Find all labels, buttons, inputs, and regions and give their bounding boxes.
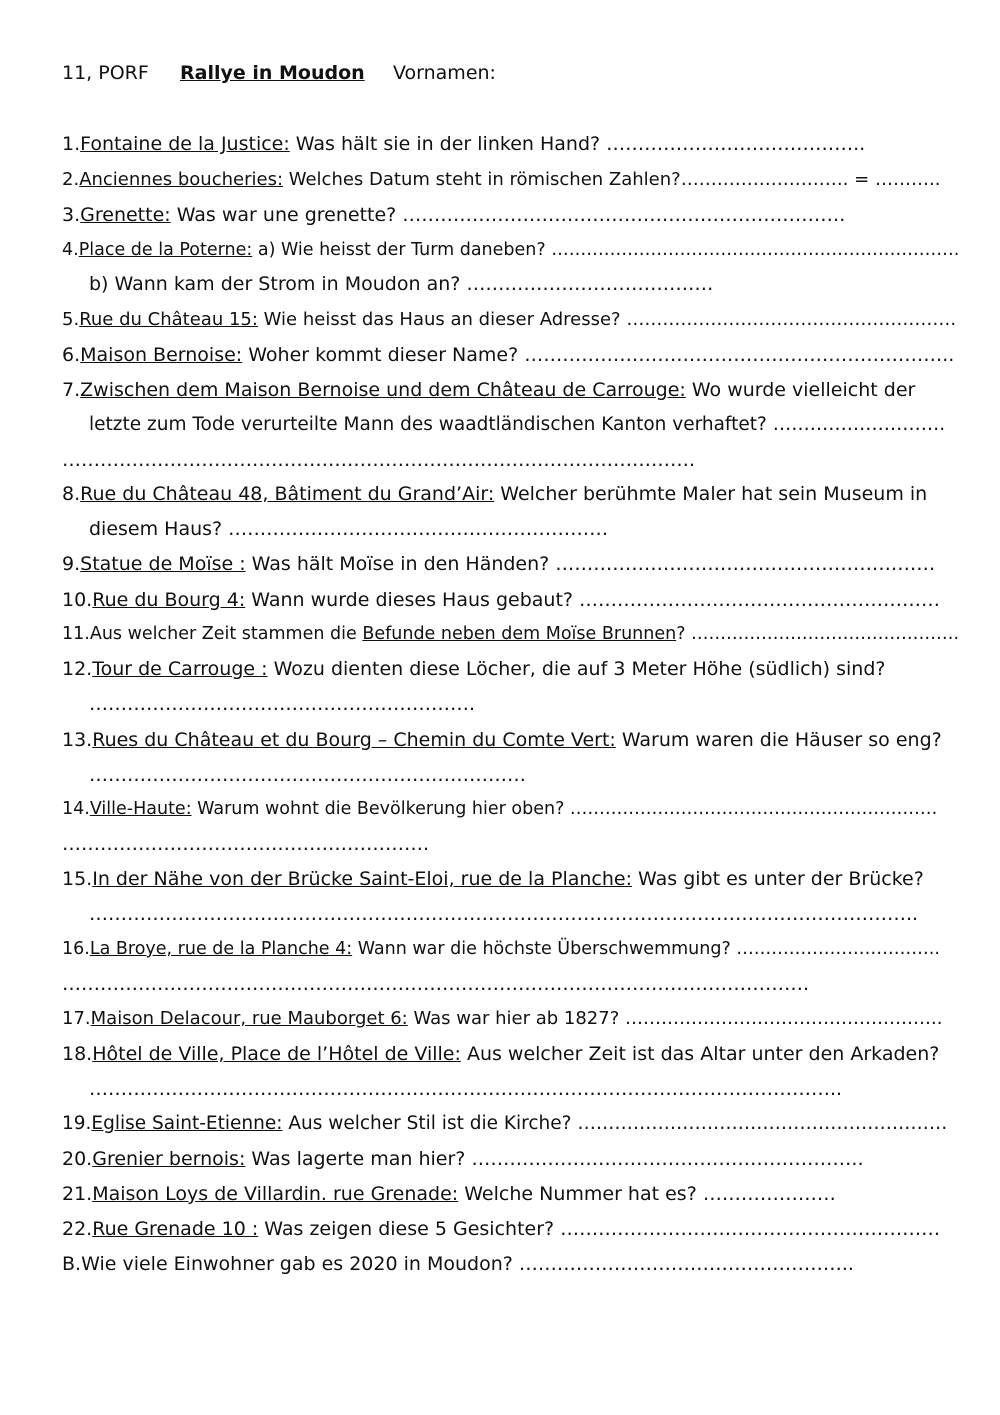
question-number: 3.: [62, 204, 81, 226]
question-text: Aus welcher Stil ist die Kirche? ……………………………………………………: [282, 1113, 948, 1134]
question-number: B.: [62, 1253, 82, 1275]
question-text: Wann war die höchste Überschwemmung? ……………………………..: [352, 939, 940, 959]
question-text: Welches Datum steht in römischen Zahlen?………………………. = ………..: [283, 169, 941, 190]
question-line: [62, 1217, 940, 1241]
class-code: 11, PORF: [62, 62, 149, 84]
place-name: Rue Grenade 10 :: [92, 1218, 259, 1240]
question-line: [62, 378, 915, 402]
question-text: Wann wurde dieses Haus gebaut? …………………………………………………: [245, 589, 941, 611]
question-number: 21.: [62, 1183, 93, 1205]
question-number: 7.: [62, 379, 81, 401]
question-text: ……………………………………………………………………………………………………….: [62, 973, 810, 995]
place-name: Tour de Carrouge :: [92, 658, 268, 680]
question-line: [62, 1007, 942, 1031]
question-text: Was lagerte man hier? ……………………………………………………..: [245, 1148, 864, 1170]
question-line: [62, 1042, 939, 1066]
question-number: 22.: [62, 1218, 93, 1240]
question-number: 14.: [62, 799, 90, 819]
question-text: ? ……………………………………….: [676, 624, 960, 644]
question-text: Warum waren die Häuser so eng?: [615, 729, 942, 751]
question-line: [89, 692, 475, 716]
question-line: [62, 728, 942, 752]
question-line: [62, 168, 940, 192]
question-line: [62, 482, 927, 506]
place-name: Grenier bernois:: [92, 1148, 246, 1170]
question-text: Welcher berühmte Maler hat sein Museum in: [494, 483, 928, 505]
question-number: 11.: [62, 624, 90, 644]
place-name: Statue de Moïse :: [80, 553, 246, 575]
question-number: 2.: [62, 169, 80, 190]
question-line: [62, 552, 935, 576]
place-name: Maison Delacour, rue Mauborget 6:: [90, 1008, 408, 1029]
question-line: [89, 517, 608, 541]
question-line: [62, 832, 429, 856]
place-name: Maison Loys de Villardin. rue Grenade:: [92, 1183, 459, 1205]
question-text: …………………………………………………………………………………………………………………..: [89, 903, 919, 925]
worksheet-title: Rallye in Moudon: [180, 62, 365, 84]
question-line: [62, 308, 956, 332]
question-number: 4.: [62, 240, 79, 260]
place-name: Anciennes boucheries:: [79, 169, 284, 190]
question-text: Was gibt es unter der Brücke?: [632, 868, 924, 890]
question-number: 15.: [62, 868, 93, 890]
place-name: Rue du Bourg 4:: [92, 589, 246, 611]
place-name: Rue du Château 15:: [79, 309, 258, 330]
question-line: [89, 1077, 842, 1101]
place-name: Eglise Saint-Etienne:: [91, 1113, 283, 1134]
place-name: Hôtel de Ville, Place de l’Hôtel de Ville:: [92, 1043, 461, 1065]
place-name: Zwischen dem Maison Bernoise und dem Château de Carrouge:: [80, 379, 686, 401]
question-text: b) Wann kam der Strom in Moudon an? …………………………………: [89, 273, 714, 295]
question-line: [62, 1147, 864, 1171]
question-line: [62, 1182, 836, 1206]
question-line: [89, 763, 526, 787]
question-text: Was zeigen diese 5 Gesichter? ……………………………………………………: [258, 1218, 941, 1240]
question-text: Wie heisst das Haus an dieser Adresse? ……………………………………………….: [257, 309, 957, 330]
question-line: [62, 588, 940, 612]
names-label: Vornamen:: [393, 62, 496, 84]
question-line: [62, 657, 885, 681]
question-number: 8.: [62, 483, 81, 505]
question-line: [62, 238, 959, 262]
question-number: 16.: [62, 939, 90, 959]
question-number: 12.: [62, 658, 93, 680]
question-line: [62, 972, 809, 996]
question-text: Wo wurde vielleicht der: [685, 379, 916, 401]
question-line: [89, 272, 713, 296]
question-line: [62, 797, 937, 821]
question-number: 10.: [62, 589, 93, 611]
question-text: Warum wohnt die Bevölkerung hier oben? ………………………………………………………: [191, 799, 938, 819]
question-text: Woher kommt dieser Name? …………………………………………………………..: [242, 344, 955, 366]
question-text: Was hält Moïse in den Händen? ……………………………………………………: [245, 553, 936, 575]
question-number: 6.: [62, 344, 81, 366]
place-name: In der Nähe von der Brücke Saint-Eloi, rue de la Planche:: [92, 868, 633, 890]
question-line: [62, 1252, 854, 1276]
question-text: ………………………………………………….: [62, 833, 430, 855]
place-name: Maison Bernoise:: [80, 344, 243, 366]
question-number: 5.: [62, 309, 80, 330]
question-line: [89, 413, 945, 437]
question-text: Was hält sie in der linken Hand? …………………………………..: [289, 133, 866, 155]
question-number: 13.: [62, 729, 93, 751]
question-line: [62, 203, 845, 227]
question-text: Aus welcher Zeit stammen die: [89, 624, 363, 644]
place-name: Grenette:: [80, 204, 171, 226]
question-text: letzte zum Tode verurteilte Mann des waadtländischen Kanton verhaftet? ……………………….: [89, 414, 946, 435]
question-text: ……………………………………………………………: [89, 764, 526, 786]
place-name: Rues du Château et du Bourg – Chemin du Comte Vert:: [92, 729, 616, 751]
question-text: diesem Haus? ……………………………………………………: [89, 518, 609, 540]
question-text: Welche Nummer hat es? …………………: [458, 1183, 836, 1205]
place-name: Befunde neben dem Moïse Brunnen: [362, 624, 677, 644]
question-number: 9.: [62, 553, 81, 575]
question-text: ………………………………………………………………………………………………………..: [89, 1078, 843, 1100]
question-line: [62, 622, 959, 646]
place-name: La Broye, rue de la Planche 4:: [89, 939, 353, 959]
question-text: Wozu dienten diese Löcher, die auf 3 Meter Höhe (südlich) sind?: [267, 658, 886, 680]
question-line: [62, 448, 695, 472]
place-name: Ville-Haute:: [89, 799, 192, 819]
question-text: Was war hier ab 1827? ……………………………………………..: [407, 1008, 943, 1029]
question-line: [62, 867, 924, 891]
question-text: Wie viele Einwohner gab es 2020 in Moudon? ……………………………………………..: [81, 1253, 854, 1275]
question-line: [62, 1112, 947, 1136]
question-number: 17.: [62, 1008, 91, 1029]
question-number: 18.: [62, 1043, 93, 1065]
question-text: Aus welcher Zeit ist das Altar unter den Arkaden?: [460, 1043, 940, 1065]
question-line: [62, 937, 940, 961]
question-line: [62, 343, 954, 367]
place-name: Fontaine de la Justice:: [80, 133, 290, 155]
question-text: ……………………………………………………………………………………….: [62, 449, 696, 471]
question-line: [62, 132, 865, 156]
question-number: 1.: [62, 133, 81, 155]
question-text: …………………………………………………….: [89, 693, 476, 715]
place-name: Place de la Poterne:: [78, 240, 253, 260]
question-text: Was war une grenette? …………………………………………………………….: [170, 204, 846, 226]
place-name: Rue du Château 48, Bâtiment du Grand’Air:: [80, 483, 495, 505]
question-text: a) Wie heisst der Turm daneben? …………………………………………………………….: [252, 240, 960, 260]
question-number: 19.: [62, 1113, 92, 1134]
question-number: 20.: [62, 1148, 93, 1170]
question-line: [89, 902, 918, 926]
